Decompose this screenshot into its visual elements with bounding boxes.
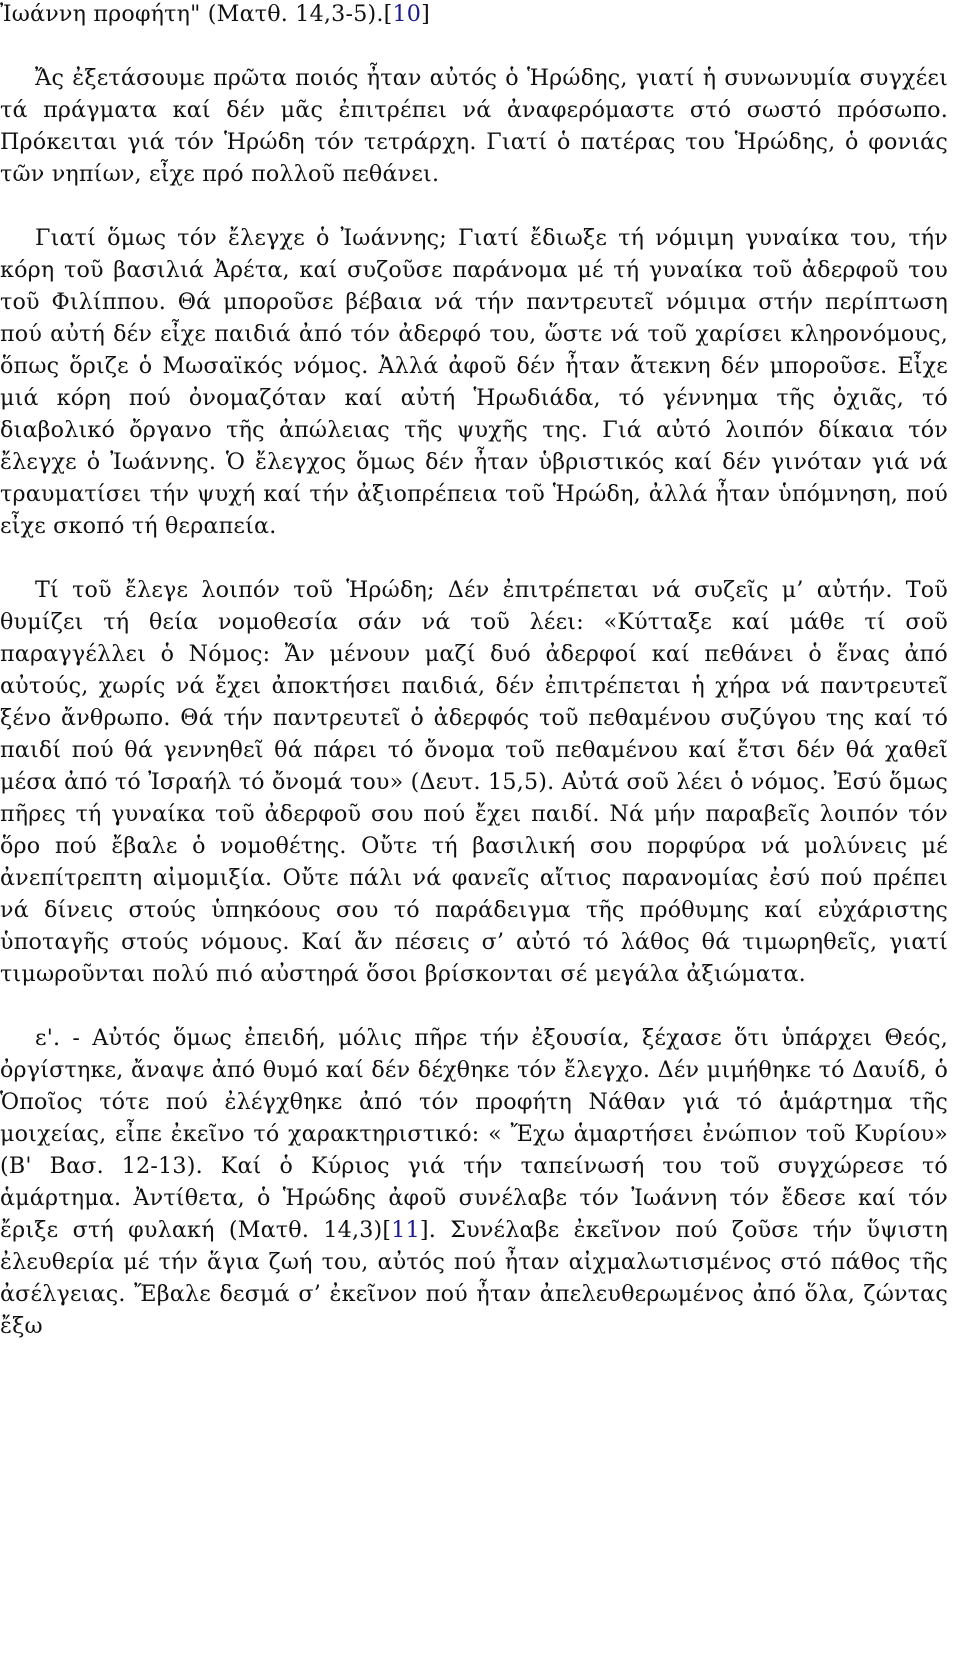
paragraph-herod-identity: Ἄς ἐξετάσουμε πρῶτα ποιός ἦταν αὐτός ὁ Ἡρώδης, γιατί ἡ συνωνυμία συγχέει τά πράγματα καί δέν μᾶς ἐπιτρέπει νά ἀναφερόμαστε στό σωστό πρόσωπο. Πρόκειται γιά τόν Ἡρώδη τόν τετράρχη. Γιατί ὁ πατέρας του Ἡρώδης, ὁ φονιάς τῶν νηπίων, εἶχε πρό πολλοῦ πεθάνει. xyxy=(0,65,948,187)
paragraph-herod-anger xyxy=(0,1022,948,1342)
footnote-bracket-open: [ xyxy=(383,1,393,27)
intro-text: Ἰωάννη προφήτη" (Ματθ. 14,3-5). xyxy=(0,1,384,27)
paragraph-what-he-said: Τί τοῦ ἔλεγε λοιπόν τοῦ Ἡρώδη; Δέν ἐπιτρέπεται νά συζεῖς μ’ αὐτήν. Τοῦ θυμίζει τή θεία νομοθεσία σάν νά τοῦ λέει: «Κύτταξε καί μάθε τί σοῦ παραγγέλλει ὁ Νόμος: Ἄν μένουν μαζί δυό ἀδερφοί καί πεθάνει ὁ ἕνας ἀπό αὐτούς, χωρίς νά ἔχει ἀποκτήσει παιδιά, δέν ἐπιτρέπεται ἡ χήρα νά παντρευτεῖ ξένο ἄνθρωπο. Θά τήν παντρευτεῖ ὁ ἀδερφός τοῦ πεθαμένου συζύγου της καί τό παιδί πού θά γεννηθεῖ θά πάρει τό ὄνομα τοῦ πεθαμένου καί ἔτσι δέν θά χαθεῖ μέσα ἀπό τό Ἰσραήλ τό ὄνομά του» (Δευτ. 15,5). Αὐτά σοῦ λέει ὁ νόμος. Ἐσύ ὅμως πῆρες τή γυναίκα τοῦ ἀδερφοῦ σου πού ἔχει παιδί. Νά μήν παραβεῖς λοιπόν τόν ὅρο πού ἔβαλε ὁ νομοθέτης. Οὔτε τή βασιλική σου πορφύρα νά μολύνεις μέ ἀνεπίτρεπτη αἰμομιξία. Οὔτε πάλι νά φανεῖς αἴτιος παρανομίας ἐσύ πού πρέπει νά δίνεις στούς ὑπηκόους σου τό παράδειγμα τῆς πρόθυμης καί εὐχάριστης ὑποταγῆς στούς νόμους. Καί ἄν πέσεις σ’ αὐτό τό λάθος θά τιμωρηθεῖς, γιατί τιμωροῦνται πολύ πιό αὐστηρά ὅσοι βρίσκονται σέ μεγάλα ἀξιώματα. xyxy=(0,577,948,987)
intro-line xyxy=(0,0,948,30)
paragraph-why-rebuked: Γιατί ὅμως τόν ἔλεγχε ὁ Ἰωάννης; Γιατί ἔδιωξε τή νόμιμη γυναίκα του, τήν κόρη τοῦ βασιλιά Ἀρέτα, καί συζοῦσε παράνομα μέ τή γυναίκα τοῦ ἀδερφοῦ του τοῦ Φιλίππου. Θά μποροῦσε βέβαια νά τήν παντρευτεῖ νόμιμα στήν περίπτωση πού αὐτή δέν εἶχε παιδιά ἀπό τόν ἀδερφό του, ὥστε νά τοῦ χαρίσει κληρονόμους, ὅπως ὅριζε ὁ Μωσαϊκός νόμος. Ἀλλά ἀφοῦ δέν ἦταν ἄτεκνη δέν μποροῦσε. Εἶχε μιά κόρη πού ὀνομαζόταν καί αὐτή Ἡρωδιάδα, τό γέννημα τῆς ὀχιᾶς, τό διαβολικό ὄργανο τῆς ἀπώλειας τῆς ψυχῆς της. Γιά αὐτό λοιπόν δίκαια τόν ἔλεγχε ὁ Ἰωάννης. Ὁ ἔλεγχος ὅμως δέν ἦταν ὑβριστικός καί δέν γινόταν γιά νά τραυματίσει τήν ψυχή καί τήν ἀξιοπρέπεια τοῦ Ἡρώδη, ἀλλά ἦταν ὑπόμνηση, πού εἶχε σκοπό τή θεραπεία. xyxy=(0,225,948,539)
footnote-link-10[interactable]: 10 xyxy=(392,1,422,27)
footnote-bracket-close: ] xyxy=(419,1217,429,1243)
footnote-bracket-close: ] xyxy=(421,1,430,27)
footnote-link-11[interactable]: 11 xyxy=(391,1217,420,1243)
paragraph-herod-anger-continuation: . Συνέλαβε ἐκεῖνον πού ζοῦσε τήν ὕψιστη ἐλευθερία μέ τήν ἅγια ζωή του, αὐτός πού ἦταν αἰχμαλωτισμένος στό πάθος τῆς ἀσέλγειας. Ἔβαλε δεσμά σ’ ἐκεῖνον πού ἦταν ἀπελευθερωμένος ἀπό ὅλα, ζώντας ἔξω xyxy=(0,1217,948,1339)
paragraph-herod-anger-text: ε'. - Αὐτός ὅμως ἐπειδή, μόλις πῆρε τήν ἐξουσία, ξέχασε ὅτι ὑπάρχει Θεός, ὀργίστηκε, ἄναψε ἀπό θυμό καί δέν δέχθηκε τόν ἔλεγχο. Δέν μιμήθηκε τό Δαυίδ, ὁ Ὁποῖος τότε πού ἐλέγχθηκε ἀπό τόν προφήτη Νάθαν γιά τό ἁμάρτημα τῆς μοιχείας, εἶπε ἐκεῖνο τό χαρακτηριστικό: « Ἔχω ἁμαρτήσει ἐνώπιον τοῦ Κυρίου» (Β' Βασ. 12-13). Καί ὁ Κύριος γιά τήν ταπείνωσή του τοῦ συγχώρεσε τό ἁμάρτημα. Ἀντίθετα, ὁ Ἡρώδης ἀφοῦ συνέλαβε τόν Ἰωάννη τόν ἔδεσε καί τόν ἔριξε στή φυλακή (Ματθ. 14,3) xyxy=(0,1025,948,1243)
footnote-bracket-open: [ xyxy=(382,1217,392,1243)
